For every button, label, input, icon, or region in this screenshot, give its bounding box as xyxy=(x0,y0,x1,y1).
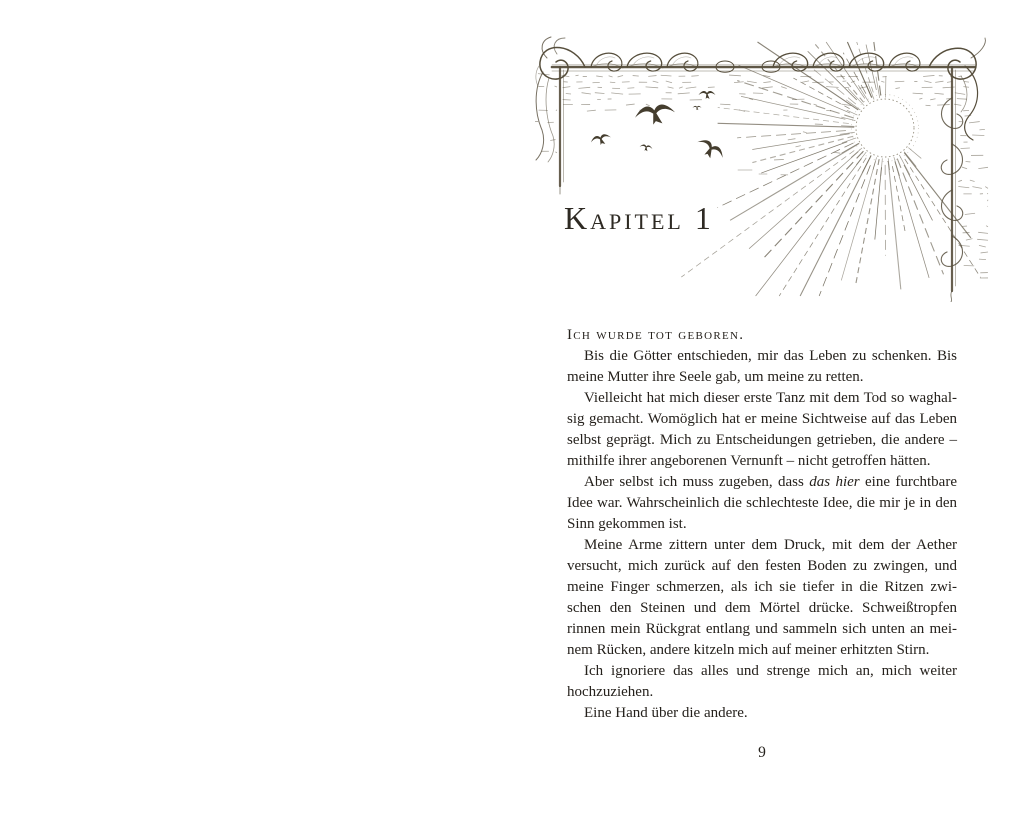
chapter-heading: Kapitel 1 xyxy=(564,200,714,236)
text-line: selbst geprägt. Mich zu Entscheidungen getrieben, die andere – xyxy=(567,432,957,448)
italic-phrase: das hier xyxy=(809,474,860,490)
page-number: 9 xyxy=(758,744,766,761)
text-line: sig gemacht. Womöglich hat er meine Sichtweise auf das Leben xyxy=(567,411,957,427)
text-line: Sinn gekommen ist. xyxy=(567,516,687,532)
sun-rays xyxy=(681,42,980,296)
text-line: schen den Steinen und dem Mörtel drücke. Schweißtropfen xyxy=(567,600,957,616)
text-line: Aber selbst ich muss zugeben, dass das hier eine furchtbare xyxy=(584,474,957,490)
text-line: Ich ignoriere das alles und strenge mich an, mich weiter xyxy=(584,663,957,679)
text-line: versucht, mich zurück auf den festen Boden zu zwingen, und xyxy=(567,558,957,574)
text-line: hochzuziehen. xyxy=(567,684,654,700)
body-text xyxy=(567,325,957,724)
left-corner-flourish xyxy=(536,37,585,194)
text-line: Ich wurde tot geboren. xyxy=(567,327,745,343)
text-line: meine Finger schmerzen, als ich sie tiefer in die Ritzen zwi- xyxy=(567,579,957,595)
chapter-header-engraving xyxy=(533,36,991,302)
sun-icon xyxy=(852,95,919,162)
flying-birds-icon xyxy=(590,91,727,164)
text-line: nem Rücken, andere kitzeln mich auf meiner erhitzten Stirn. xyxy=(567,642,930,658)
text-line: mithilfe ihrer angeborenen Vernunft – nicht getroffen hätten. xyxy=(567,453,931,469)
ornamental-top-border xyxy=(552,53,975,72)
text-line: Eine Hand über die andere. xyxy=(584,705,748,721)
right-corner-flourish xyxy=(738,38,985,302)
text-line: Idee war. Wahrscheinlich die schlechteste Idee, die mir je in den xyxy=(567,495,957,511)
text-line: Meine Arme zittern unter dem Druck, mit dem der Aether xyxy=(584,537,957,553)
text-line: Bis die Götter entschieden, mir das Leben zu schenken. Bis xyxy=(584,348,957,364)
text-line: Vielleicht hat mich dieser erste Tanz mit dem Tod so waghal- xyxy=(584,390,957,406)
text-line: rinnen mein Rückgrat entlang und sammeln sich unten an mei- xyxy=(567,621,957,637)
text-line: meine Mutter ihre Seele gab, um meine zu retten. xyxy=(567,369,864,385)
